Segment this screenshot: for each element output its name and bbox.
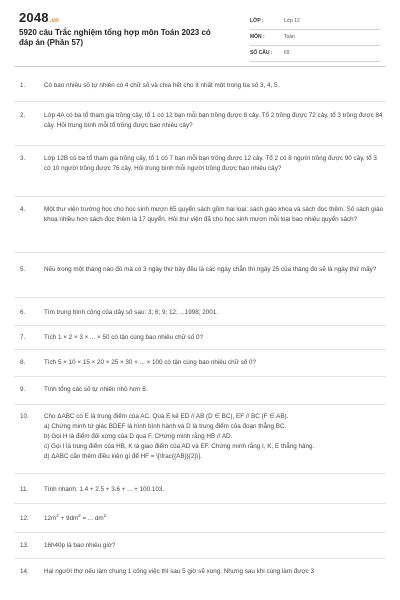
question-item: 6. Tìm trung bình cộng của dãy số sau: 3; 6; 9; 12; ...1998; 2001. (14, 298, 386, 326)
page-header (0, 0, 400, 62)
question-item: 1. Có bao nhiêu số tự nhiên có 4 chữ số và chia hết cho ít nhất một trong ba số 3, 4, 5. (14, 67, 386, 102)
question-item: 7. Tích 1 × 2 × 3 × ... × 50 có tận cùng bao nhiêu chữ số 0? (14, 326, 386, 350)
document-title: 5920 câu Trắc nghiệm tổng hợp môn Toán 2023 có đáp án (Phần 57) (19, 28, 211, 47)
question-item: 4. Một thư viện trường học cho học sinh mượn 65 quyển sách gồm hai loại: sách giáo khoa và sách đọc thêm. Số sách giáo khoa nhiều hơn sách đọc thêm là 17 quyển. Hỏi thư viện đã cho học sinh mượn mỗi loại bao nhiêu quyển sách? (14, 197, 386, 253)
question-item: 11. Tính nhanh: 1.4 + 2.5 + 3.6 + ... + 100.103. (14, 474, 386, 504)
document-meta (250, 16, 380, 64)
meta-question-count: SỐ CÂU : 69 (250, 48, 380, 62)
question-list (14, 67, 386, 579)
meta-subject: MÔN : Toán (250, 32, 380, 46)
question-item: 9. Tính tổng các số tự nhiên nhỏ hơn 6. (14, 377, 386, 405)
question-item: 2. Lớp 4A có ba tổ tham gia trồng cây, tổ 1 có 12 bạn mỗi bạn trồng được 8 cây. Tổ 2 trồng được 72 cây, tổ 3 trồng được 84 cây. Hỏi trung bình mỗi tổ trồng được bao nhiêu cây? (14, 102, 386, 146)
question-item: 14. Hai người thợ nếu làm chung 1 công việc thì sau 5 giờ sẽ xong. Nhưng sau khi cùng làm được 3 (20, 568, 314, 575)
question-item: 5. Nếu trong một tháng nào đó mà có 3 ngày thứ bảy đều là các ngày chẵn thì ngày 25 của tháng đó sẽ là ngày thứ mấy? (14, 253, 386, 298)
question-item: 8. Tích 5 × 10 × 15 × 20 × 25 × 30 × ... × 100 có tận cùng bao nhiêu chữ số 0? (14, 350, 386, 377)
site-logo[interactable]: 2048.vn (19, 10, 60, 25)
question-item: 12. $12m^2 + 9dm^2$ = ... $dm^2$ (14, 504, 386, 533)
meta-grade: LỚP : Lớp 12 (250, 16, 380, 30)
question-item: 10. Cho ΔABC có E là trung điểm của AC. Qua E kẻ ED // AB (D ∈ BC), EF // BC (F ∈ AB). a) Chứng minh tứ giác BDEF là hình bình hành và D là trung điểm của đoạn thẳng BC. b) Gọi H là điểm đối xứng của D qua F. CHứng minh rằng HB // AD. c) Gọi I là trung điểm của HB, K là giao điểm của AD và EF. Chứng minh rằng I, K, E thẳng hàng. d) ΔABC cần thêm điều kiện gì để HF = \[\frac{{AB}}{2}\]. (14, 405, 386, 474)
question-item: 3. Lớp 12B có ba tổ tham gia trồng cây, tổ 1 có 7 bạn mỗi bạn trồng được 12 cây. Tổ 2 có 8 người trồng được 90 cây, tổ 3 có 10 người trồng được 76 cây. Hỏi trung bình mỗi người trồng được bao nhiêu cây? (14, 146, 386, 197)
question-item: 13. 16h40p là bao nhiêu giờ? (14, 533, 386, 559)
